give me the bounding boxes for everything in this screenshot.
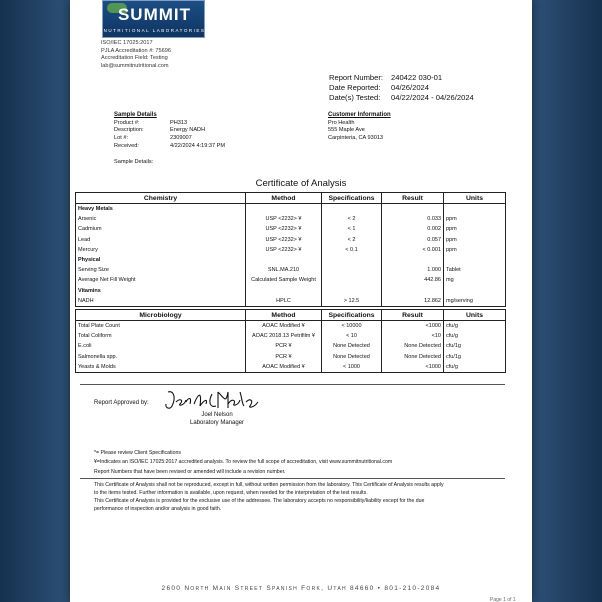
- signatory-title: Laboratory Manager: [190, 419, 245, 426]
- table-cell: Salmonella spp.: [76, 352, 246, 362]
- table-cell: E.coli: [76, 341, 246, 351]
- table-row: [76, 224, 506, 234]
- legal-line: This Certificate of Analysis is provided for the exclusive use of the addressee. The laboratory accepts no responsibility/liability except for the due: [94, 497, 425, 504]
- customer-line: 555 Maple Ave: [328, 127, 365, 134]
- table-cell: > 12.5: [322, 296, 382, 307]
- table-cell: < 10000: [322, 321, 382, 332]
- table-cell: Lead: [76, 235, 246, 245]
- legal-line: performance of inspection and/or analysis in good faith.: [94, 505, 222, 512]
- field-value: 2309007: [170, 135, 192, 142]
- column-header: Specifications: [322, 193, 382, 204]
- table-cell: <10: [382, 331, 444, 341]
- document-page: [70, 0, 532, 602]
- table-row: [76, 331, 506, 341]
- column-header: Method: [246, 310, 322, 321]
- table-row: [76, 214, 506, 224]
- table-cell: Vitamins: [76, 286, 246, 296]
- field-value: PH313: [170, 119, 188, 126]
- column-header: Units: [444, 193, 506, 204]
- table-row: [76, 321, 506, 332]
- report-notes: [94, 449, 514, 477]
- table-row: [76, 255, 506, 265]
- table-cell: USP <2232> ¥: [246, 224, 322, 234]
- column-header: Result: [382, 193, 444, 204]
- table-cell: USP <2232> ¥: [246, 245, 322, 255]
- table-cell: <1000: [382, 362, 444, 373]
- column-header: Specifications: [322, 310, 382, 321]
- note-line: Report Numbers that have been revised or amended will include a revision number.: [94, 468, 286, 475]
- table-cell: [322, 275, 382, 285]
- field-value: Energy NADH: [170, 127, 206, 134]
- table-cell: cfu/g: [444, 331, 506, 341]
- certificate-title: Certificate of Analysis: [255, 178, 347, 189]
- accreditation-block: [101, 40, 171, 70]
- logo-name: SUMMIT: [117, 5, 192, 24]
- table-cell: None Detected: [322, 352, 382, 362]
- table-cell: < 1: [322, 224, 382, 234]
- accreditation-line: ISO/IEC 17025:2017: [101, 40, 153, 46]
- table-cell: < 2: [322, 235, 382, 245]
- dates-tested-label: Date(s) Tested:: [329, 93, 381, 103]
- table-cell: ppm: [444, 214, 506, 224]
- table-row: [76, 265, 506, 275]
- table-cell: cfu/1g: [444, 341, 506, 351]
- report-number-label: Report Number:: [329, 73, 384, 82]
- table-cell: [444, 204, 506, 215]
- table-cell: None Detected: [322, 341, 382, 351]
- table-cell: Total Coliform: [76, 331, 246, 341]
- table-cell: PCR ¥: [246, 341, 322, 351]
- footer-address: 2600 North Main Street Spanish Fork, Utah 84660 • 801-210-2084: [161, 585, 441, 592]
- table-cell: < 1000: [322, 362, 382, 373]
- table-cell: 0.057: [382, 235, 444, 245]
- accreditation-line: lab@summitnutritional.com: [101, 62, 169, 69]
- legal-line: to the items tested. Further information is available, upon request, when needed for the interpretation of the test results.: [94, 489, 368, 496]
- table-cell: [444, 286, 506, 296]
- table-row: [76, 235, 506, 245]
- table-cell: [382, 255, 444, 265]
- divider: [80, 384, 505, 385]
- field-label: Received:: [114, 142, 139, 149]
- table-cell: mg/serving: [444, 296, 506, 307]
- table-cell: Calculated Sample Weight: [246, 275, 322, 285]
- dates-tested: 04/22/2024 - 04/26/2024: [391, 93, 474, 103]
- divider: [80, 478, 505, 479]
- page-number: Page 1 of 1: [490, 597, 516, 602]
- table-cell: Yeasts & Molds: [76, 362, 246, 373]
- signatory-name: Joel Nelson: [201, 412, 233, 418]
- accreditation-line: PJLA Accreditation #: 75696: [101, 47, 171, 54]
- table-cell: <1000: [382, 321, 444, 332]
- table-row: [76, 341, 506, 351]
- table-cell: 1.000: [382, 265, 444, 275]
- table-cell: < 2: [322, 214, 382, 224]
- customer-heading: Customer Information: [328, 112, 391, 118]
- table-cell: ppm: [444, 245, 506, 255]
- customer-information: [328, 112, 391, 143]
- table-cell: < 0.001: [382, 245, 444, 255]
- report-number: 240422 030-01: [391, 73, 443, 82]
- table-cell: USP <2232> ¥: [246, 214, 322, 224]
- table-cell: AOAC Modified ¥: [246, 321, 322, 332]
- table-cell: SNL.MA.210: [246, 265, 322, 275]
- accreditation-line: Accreditation Field: Testing: [101, 55, 168, 62]
- column-header: Chemistry: [76, 193, 246, 204]
- sample-details-label: Sample Details:: [114, 159, 154, 165]
- report-info: [329, 73, 474, 104]
- column-header: Units: [444, 310, 506, 321]
- field-value: 4/22/2024 4:19:37 PM: [170, 142, 226, 149]
- table-cell: < 0.1: [322, 245, 382, 255]
- signatory: [190, 412, 244, 427]
- table-cell: [322, 286, 382, 296]
- table-cell: 12.862: [382, 296, 444, 307]
- table-cell: cfu/g: [444, 362, 506, 373]
- table-cell: [444, 255, 506, 265]
- table-cell: None Detected: [382, 352, 444, 362]
- table-cell: Mercury: [76, 245, 246, 255]
- table-row: [76, 362, 506, 373]
- table-row: [76, 204, 506, 215]
- table-row: [76, 286, 506, 296]
- table-cell: NADH: [76, 296, 246, 307]
- table-cell: USP <2232> ¥: [246, 235, 322, 245]
- chemistry-table: [75, 192, 506, 307]
- table-cell: [246, 255, 322, 265]
- table-cell: Physical: [76, 255, 246, 265]
- table-cell: 0.033: [382, 214, 444, 224]
- table-cell: [246, 286, 322, 296]
- table-cell: Total Plate Count: [76, 321, 246, 332]
- table-row: [76, 296, 506, 307]
- column-header: Microbiology: [76, 310, 246, 321]
- note-line: ¥=Indicates an ISO/IEC 17025:2017 accredited analysis. To review the full scope of accreditation, visit www.summitnutritional.com: [94, 459, 393, 466]
- field-label: Description:: [114, 127, 144, 134]
- field-label: Lot #:: [114, 135, 128, 142]
- table-row: [76, 275, 506, 285]
- date-reported-label: Date Reported:: [329, 83, 381, 93]
- signature: [162, 388, 262, 414]
- note-line: *= Please review Client Specifications: [94, 450, 181, 456]
- table-row: [76, 245, 506, 255]
- column-header: Result: [382, 310, 444, 321]
- table-cell: ppm: [444, 224, 506, 234]
- table-cell: None Detected: [382, 341, 444, 351]
- summit-logo: [102, 0, 205, 38]
- logo-subtitle: NUTRITIONAL LABORATORIES: [103, 28, 206, 33]
- table-cell: 0.002: [382, 224, 444, 234]
- table-cell: AOAC 2018.13 Petrifilm ¥: [246, 331, 322, 341]
- table-row: [76, 352, 506, 362]
- table-cell: mg: [444, 275, 506, 285]
- microbiology-table: [75, 309, 506, 373]
- table-cell: Cadmium: [76, 224, 246, 234]
- column-header: Method: [246, 193, 322, 204]
- table-cell: Serving Size: [76, 265, 246, 275]
- table-cell: cfu/g: [444, 321, 506, 332]
- table-cell: [382, 286, 444, 296]
- table-cell: [322, 255, 382, 265]
- sample-details: [114, 112, 225, 151]
- field-label: Product #:: [114, 119, 140, 126]
- table-cell: 442.86: [382, 275, 444, 285]
- date-reported: 04/26/2024: [391, 83, 430, 93]
- sample-details-heading: Sample Details: [114, 112, 157, 118]
- customer-line: Carpinteria, CA 93013: [328, 135, 384, 142]
- table-cell: ppm: [444, 235, 506, 245]
- table-cell: [382, 204, 444, 215]
- customer-line: Pro Health: [328, 119, 355, 126]
- table-cell: HPLC: [246, 296, 322, 307]
- table-cell: Tablet: [444, 265, 506, 275]
- legal-disclaimer: [94, 482, 506, 514]
- table-cell: [322, 204, 382, 215]
- table-cell: Arsenic: [76, 214, 246, 224]
- table-cell: < 10: [322, 331, 382, 341]
- table-cell: Heavy Metals: [76, 204, 246, 215]
- approved-by-label: Report Approved by:: [94, 400, 149, 406]
- table-cell: Average Net Fill Weight: [76, 275, 246, 285]
- table-cell: [246, 204, 322, 215]
- table-cell: cfu/1g: [444, 352, 506, 362]
- table-cell: AOAC Modified ¥: [246, 362, 322, 373]
- table-cell: PCR ¥: [246, 352, 322, 362]
- legal-line: This Certificate of Analysis shall not be reproduced, except in full, without written permission from the laboratory. This Certificate of Analysis results apply: [94, 482, 444, 488]
- table-cell: [322, 265, 382, 275]
